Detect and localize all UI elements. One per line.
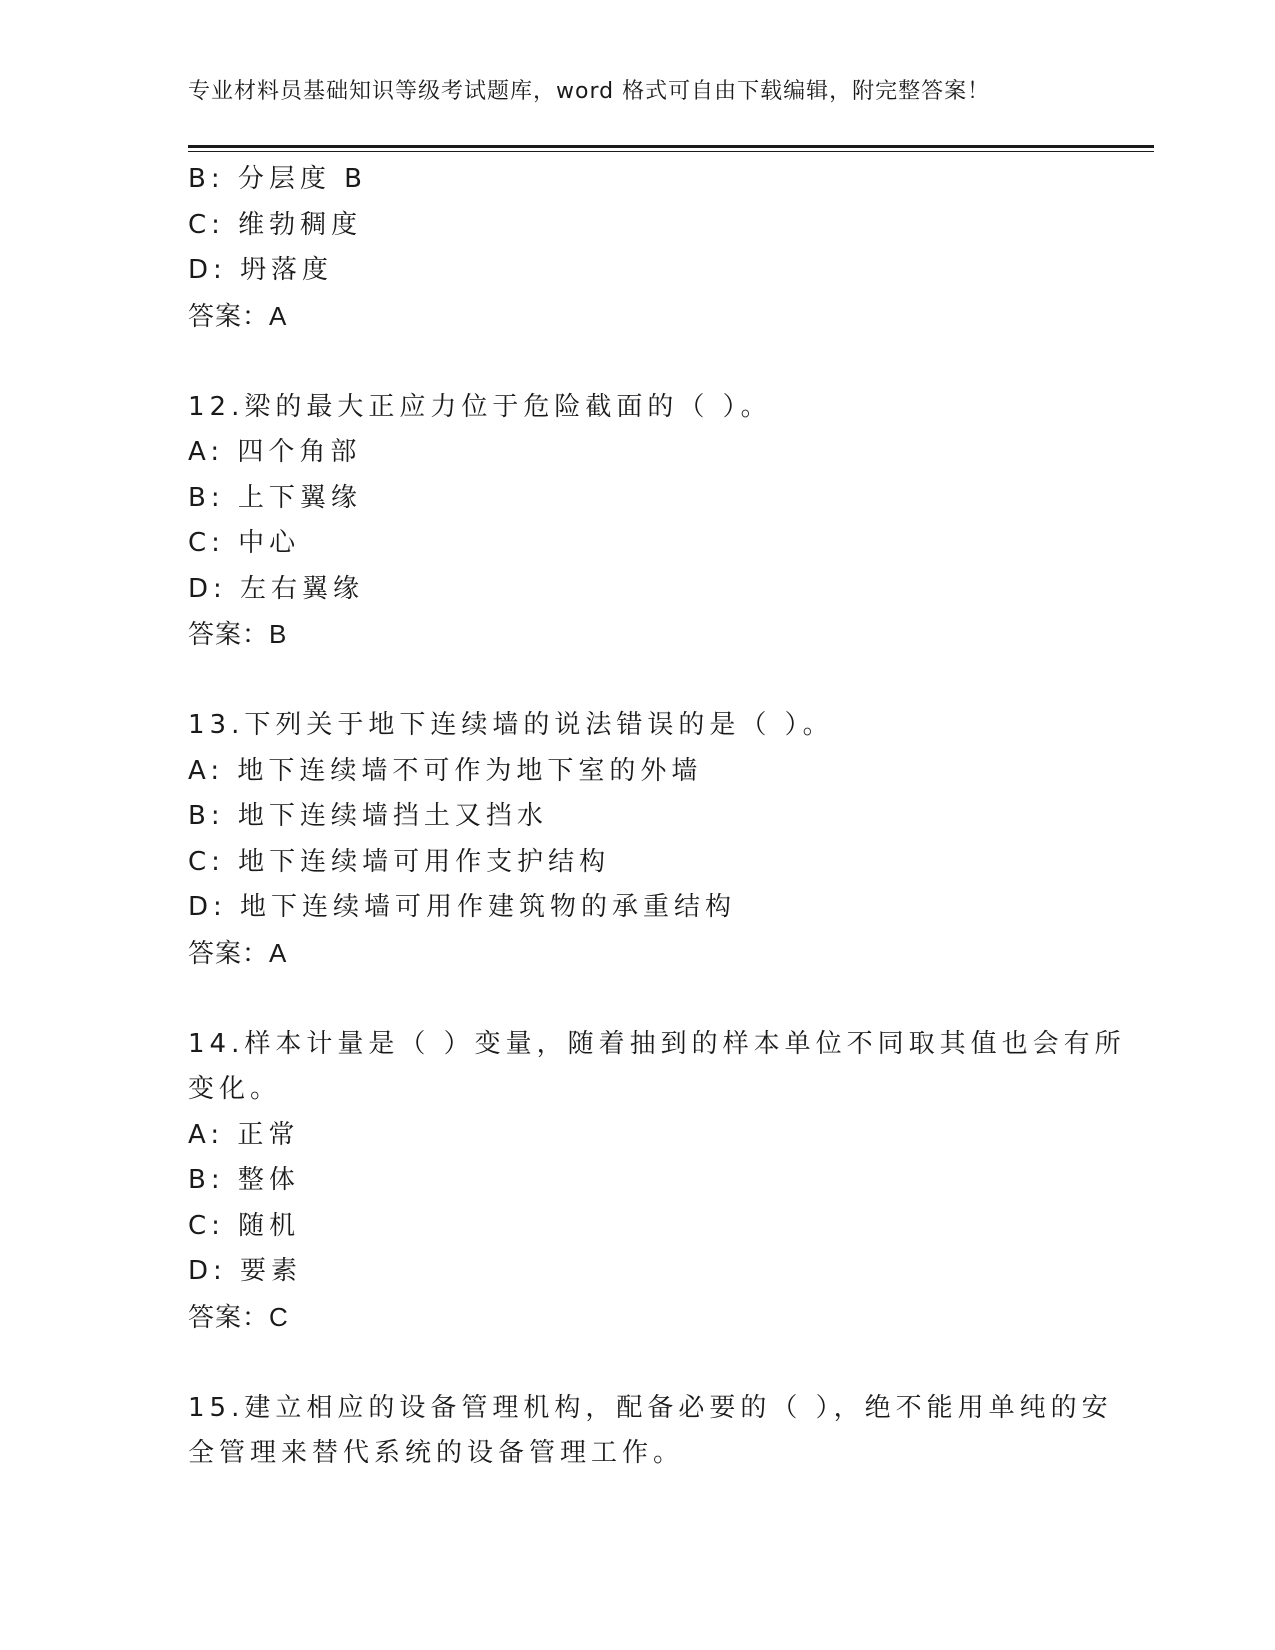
question-stem-continued: 全管理来替代系统的设备管理工作。 xyxy=(188,1438,685,1468)
question-12 xyxy=(188,385,1068,658)
option-c: C: 随机 xyxy=(188,1210,301,1241)
header-rule-thick xyxy=(188,145,1154,148)
option-b: B: 地下连续墙挡土又挡水 xyxy=(188,801,548,831)
option-a: A: 地下连续墙不可作为地下室的外墙 xyxy=(188,755,703,786)
question-15 xyxy=(188,1386,1113,1477)
option-c: C: 维勃稠度 xyxy=(188,209,363,240)
option-a: A: 四个角部 xyxy=(188,437,362,467)
option-c: C: 中心 xyxy=(188,528,301,558)
option-d: D: 地下连续墙可用作建筑物的承重结构 xyxy=(188,892,737,922)
question-stem: 13.下列关于地下连续墙的说法错误的是（ ）。 xyxy=(188,710,834,740)
question-13 xyxy=(188,703,1068,976)
question-content xyxy=(188,157,1126,1477)
question-stem: 12.梁的最大正应力位于危险截面的（ ）。 xyxy=(188,391,772,422)
answer: 答案：B xyxy=(188,619,288,649)
option-d: D: 坍落度 xyxy=(188,255,334,285)
answer: 答案：C xyxy=(188,1301,289,1332)
option-b: B: 整体 xyxy=(188,1165,300,1195)
answer: 答案：A xyxy=(188,937,288,968)
question-14 xyxy=(188,1022,1126,1341)
option-d: D: 左右翼缘 xyxy=(188,573,365,604)
question-stem: 15.建立相应的设备管理机构，配备必要的（ ），绝不能用单纯的安 xyxy=(188,1392,1113,1423)
option-b: B: 分层度 B xyxy=(188,164,367,194)
question-stem-continued: 变化。 xyxy=(188,1074,282,1104)
option-a: A: 正常 xyxy=(188,1119,300,1150)
option-c: C: 地下连续墙可用作支护结构 xyxy=(188,846,611,877)
page-header: 专业材料员基础知识等级考试题库，word 格式可自由下载编辑，附完整答案！ xyxy=(188,79,991,104)
option-b: B: 上下翼缘 xyxy=(188,482,362,513)
answer: 答案：A xyxy=(188,300,288,331)
question-11-tail xyxy=(188,157,1068,339)
header-rule-thin xyxy=(188,151,1154,152)
option-d: D: 要素 xyxy=(188,1256,303,1286)
question-stem: 14.样本计量是（ ）变量，随着抽到的样本单位不同取其值也会有所 xyxy=(188,1028,1126,1059)
